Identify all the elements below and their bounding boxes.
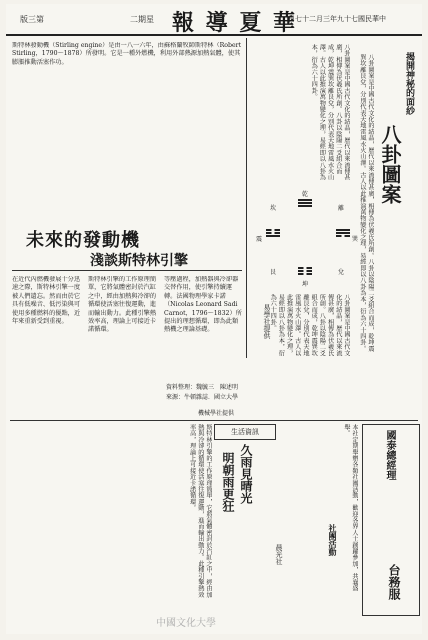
subhead-stirling: 淺談斯特林引擎 — [90, 253, 188, 269]
poem-author: 晨光社 — [275, 544, 283, 565]
trigram-label-dui: 兌 — [338, 269, 345, 276]
trigram-kun — [298, 267, 312, 275]
editor-line: 來源：牛頓雜誌．國立大學 — [166, 394, 239, 401]
bottom-center-text: 本社定期舉辦各類社團活動，歡迎各界人士踴躍參加，共襄盛舉。 — [342, 424, 358, 592]
ad-footer: 台務服 — [387, 564, 401, 600]
right-article-text-b: 八卦圖案是中國古代文化的結晶，歷代以來流傳甚廣，相傳為伏羲氏所創。八卦以陰陽二爻組合而成，乾坤震巽坎離艮兌，分別代表天地雷風水火山澤。古人以此推演萬物變化之理，易經即以八卦為本，衍為六十四卦。 — [310, 44, 350, 181]
right-article-credit: 易學社提供 — [263, 304, 271, 339]
article-title-bagua: 八卦圖案 — [378, 124, 402, 204]
bottom-left-text: 斯特林引擎的工作原理簡單，它將氣體密封於汽缸之中，經由加熱與冷卻的循環使活塞往復運動，進而輸出動力。此種引擎熱效率高，理論上可接近卡諾循環。 — [188, 424, 212, 598]
bagua-diagram — [256, 189, 362, 289]
masthead — [6, 4, 422, 36]
event-title: 社團活動 — [328, 524, 338, 556]
poem-line-1: 久雨見晴光 — [239, 444, 253, 504]
trigram-label-kun: 坤 — [302, 281, 309, 288]
edition-label: 二期星 — [130, 15, 154, 24]
column-rule — [246, 38, 247, 358]
headline-rule — [12, 270, 242, 271]
trigram-label-xun: 巽 — [352, 236, 359, 243]
right-article-text-c: 八卦圖案是中國古代文化的結晶，歷代以來流傳甚廣，相傳為伏羲氏所創。八卦以陰陽二爻組合而成，乾坤震巽坎離艮兌，分別代表天地雷風水火山澤。古人以此推演萬物變化之理，易經即以八卦為本，衍為六十四卦。 — [269, 294, 350, 356]
article-col-1: 在近代內燃機發展十分迅速之際，斯特林引擎一度被人們遺忘。然而由於它具有低噪音、低污染與可使用多種燃料的優點，近年來重新受到重視。 — [12, 276, 81, 326]
newspaper-page — [6, 4, 422, 634]
ad-title: 國泰總經理 — [384, 430, 395, 480]
left-article-credit: 機械學社提供 — [198, 410, 235, 417]
poem-line-2: 明朝雨更狂 — [221, 452, 235, 512]
page-number: 版三第 — [20, 15, 44, 24]
trigram-qian — [298, 199, 312, 207]
section-rule — [10, 420, 418, 421]
trigram-label-qian: 乾 — [302, 191, 309, 198]
series-title: 揭開神秘的面紗 — [404, 52, 414, 115]
article-col-3: 等壓過程，加熱器與冷卻器交替作用，使引擎持續運轉。法國物理學家卡諾（Nicolas Leonard Sadi Carnot，1796～1832）所提出的理想循環，即為此類熱機之理論基礎。 — [164, 276, 242, 334]
trigram-label-li: 離 — [338, 205, 345, 212]
trigram-label-zhen: 震 — [256, 236, 263, 243]
article-col-2: 斯特林引擎的工作原理簡單，它將氣體密封於汽缸之中，經由加熱與冷卻的循環使活塞往復運動，進而輸出動力。此種引擎熱效率高，理論上可接近卡諾循環。 — [88, 276, 157, 334]
headline-future-engine: 未來的發動機 — [26, 230, 140, 251]
right-article-text-a: 八卦圖案是中國古代文化的結晶，歷代以來流傳甚廣，相傳為伏羲氏所創。八卦以陰陽二爻組合而成，乾坤震巽坎離艮兌，分別代表天地雷風水火山澤。古人以此推演萬物變化之理，易經即以八卦為本，衍為六十四卦。 — [358, 54, 374, 352]
issue-date: 日七十二月三年九十七國民華中 — [288, 15, 386, 23]
info-tag: 生活資訊 — [214, 424, 276, 440]
watermark: 中國文化大學 — [156, 618, 216, 629]
stirling-intro-text: 斯特林發動機（Stirling engine）是由一八一六年，由蘇格蘭牧師斯特林（Robert Stirling，1790～1878）所發明。它是一種外燃機，利用外部熱源加熱氣體，使其膨脹推動活塞作功。 — [12, 42, 242, 66]
source-line: 資料整理：魏毓三 陳述明 — [166, 384, 239, 391]
trigram-xun — [336, 229, 350, 237]
trigram-zhen — [266, 229, 280, 237]
trigram-label-gen: 艮 — [270, 269, 277, 276]
paper-title: 報 導 夏 華 — [172, 10, 297, 36]
trigram-label-kan: 坎 — [270, 205, 277, 212]
